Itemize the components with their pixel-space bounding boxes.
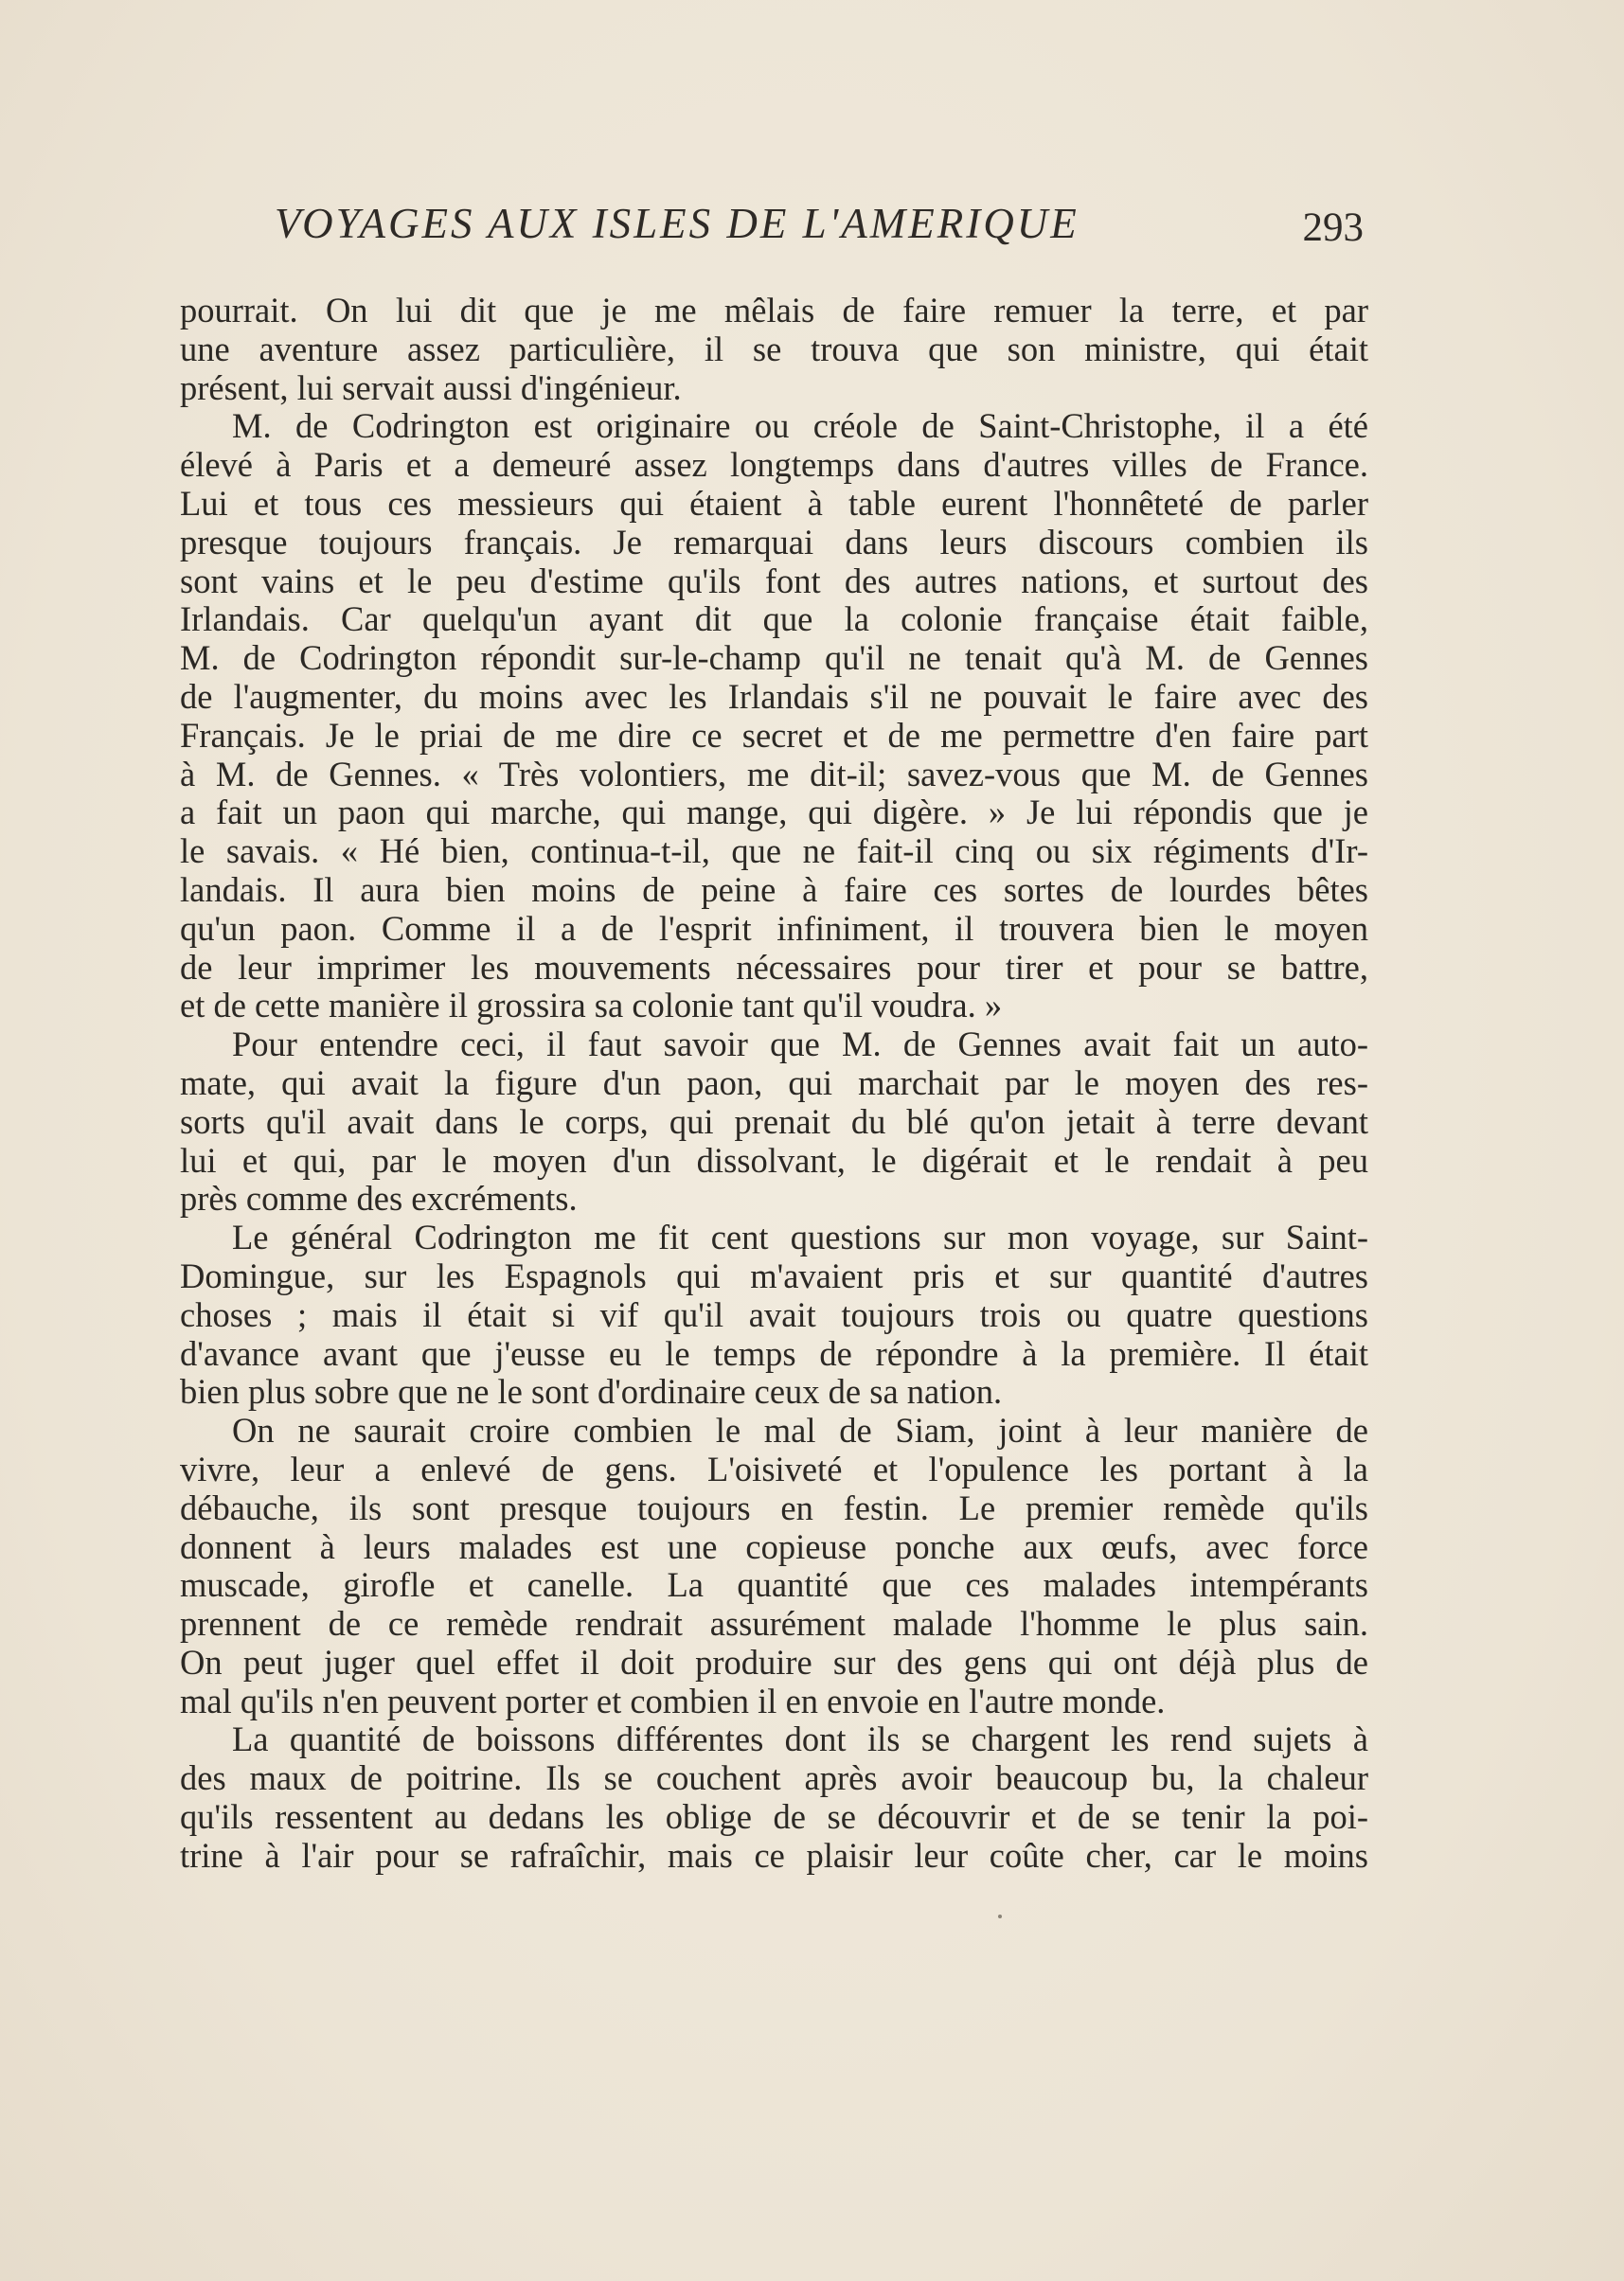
text-line: Irlandais. Car quelqu'un ayant dit que la colonie française était faible, bbox=[180, 599, 1368, 639]
text-line: de l'augmenter, du moins avec les Irlandais s'il ne pouvait le faire avec des bbox=[180, 676, 1368, 716]
text-line: mate, qui avait la figure d'un paon, qui marchait par le moyen des res- bbox=[180, 1062, 1368, 1102]
text-line: M. de Codrington répondit sur-le-champ qu'il ne tenait qu'à M. de Gennes bbox=[180, 638, 1368, 678]
text-line: landais. Il aura bien moins de peine à faire ces sortes de lourdes bêtes bbox=[180, 869, 1368, 909]
body-text bbox=[180, 292, 1368, 1876]
ink-speck bbox=[998, 1915, 1002, 1918]
text-line: Domingue, sur les Espagnols qui m'avaient pris et sur quantité d'autres bbox=[180, 1256, 1368, 1295]
text-line: La quantité de boissons différentes dont ils se chargent les rend sujets à bbox=[232, 1720, 1368, 1759]
text-line: pourrait. On lui dit que je me mêlais de faire remuer la terre, et par bbox=[180, 291, 1368, 330]
page-number: 293 bbox=[1302, 205, 1364, 250]
text-line: mal qu'ils n'en peuvent porter et combien il en envoie en l'autre monde. bbox=[180, 1681, 1166, 1720]
text-line: Français. Je le priai de me dire ce secret et de me permettre d'en faire part bbox=[180, 715, 1368, 755]
text-line: le savais. « Hé bien, continua-t-il, que ne fait-il cinq ou six régiments d'Ir- bbox=[180, 831, 1368, 871]
text-line: M. de Codrington est originaire ou créole de Saint-Christophe, il a été bbox=[232, 406, 1368, 446]
text-line: sont vains et le peu d'estime qu'ils font des autres nations, et surtout des bbox=[180, 561, 1368, 600]
text-line: et de cette manière il grossira sa colonie tant qu'il voudra. » bbox=[180, 986, 1003, 1025]
text-line: près comme des excréments. bbox=[180, 1179, 578, 1219]
text-line: donnent à leurs malades est une copieuse ponche aux œufs, avec force bbox=[180, 1526, 1368, 1566]
text-line: lui et qui, par le moyen d'un dissolvant, le digérait et le rendait à peu bbox=[180, 1140, 1368, 1180]
text-line: qu'ils ressentent au dedans les oblige de se découvrir et de se tenir la poi- bbox=[180, 1797, 1368, 1837]
text-line: à M. de Gennes. « Très volontiers, me dit-il; savez-vous que M. de Gennes bbox=[180, 754, 1368, 793]
running-head bbox=[275, 199, 1364, 259]
text-line: trine à l'air pour se rafraîchir, mais ce plaisir leur coûte cher, car le moins bbox=[180, 1835, 1368, 1875]
text-line: qu'un paon. Comme il a de l'esprit infiniment, il trouvera bien le moyen bbox=[180, 908, 1368, 948]
text-line: choses ; mais il était si vif qu'il avait toujours trois ou quatre questions bbox=[180, 1294, 1368, 1334]
text-line: presque toujours français. Je remarquai dans leurs discours combien ils bbox=[180, 522, 1368, 561]
text-line: a fait un paon qui marche, qui mange, qui digère. » Je lui répondis que je bbox=[180, 793, 1368, 832]
text-line: Le général Codrington me fit cent questions sur mon voyage, sur Saint- bbox=[232, 1218, 1368, 1257]
text-line: Pour entendre ceci, il faut savoir que M. de Gennes avait fait un auto- bbox=[232, 1025, 1368, 1064]
text-line: sorts qu'il avait dans le corps, qui prenait du blé qu'on jetait à terre devant bbox=[180, 1101, 1368, 1141]
text-line: prennent de ce remède rendrait assurément malade l'homme le plus sain. bbox=[180, 1604, 1368, 1644]
text-line: vivre, leur a enlevé de gens. L'oisiveté et l'opulence les portant à la bbox=[180, 1449, 1368, 1488]
text-line: des maux de poitrine. Ils se couchent après avoir beaucoup bu, la chaleur bbox=[180, 1758, 1368, 1798]
text-line: débauche, ils sont presque toujours en festin. Le premier remède qu'ils bbox=[180, 1488, 1368, 1527]
text-line: de leur imprimer les mouvements nécessaires pour tirer et pour se battre, bbox=[180, 947, 1368, 987]
text-line: On peut juger quel effet il doit produire sur des gens qui ont déjà plus de bbox=[180, 1642, 1368, 1682]
text-line: d'avance avant que j'eusse eu le temps de répondre à la première. Il était bbox=[180, 1333, 1368, 1373]
running-title: VOYAGES AUX ISLES DE L'AMERIQUE bbox=[275, 200, 1080, 247]
text-line: une aventure assez particulière, il se trouva que son ministre, qui était bbox=[180, 329, 1368, 368]
text-line: muscade, girofle et canelle. La quantité que ces malades intempérants bbox=[180, 1565, 1368, 1605]
text-line: bien plus sobre que ne le sont d'ordinaire ceux de sa nation. bbox=[180, 1372, 1003, 1412]
text-line: Lui et tous ces messieurs qui étaient à table eurent l'honnêteté de parler bbox=[180, 483, 1368, 523]
text-line: présent, lui servait aussi d'ingénieur. bbox=[180, 367, 682, 407]
text-line: On ne saurait croire combien le mal de Siam, joint à leur manière de bbox=[232, 1411, 1368, 1451]
text-line: élevé à Paris et a demeuré assez longtemps dans d'autres villes de France. bbox=[180, 445, 1368, 485]
